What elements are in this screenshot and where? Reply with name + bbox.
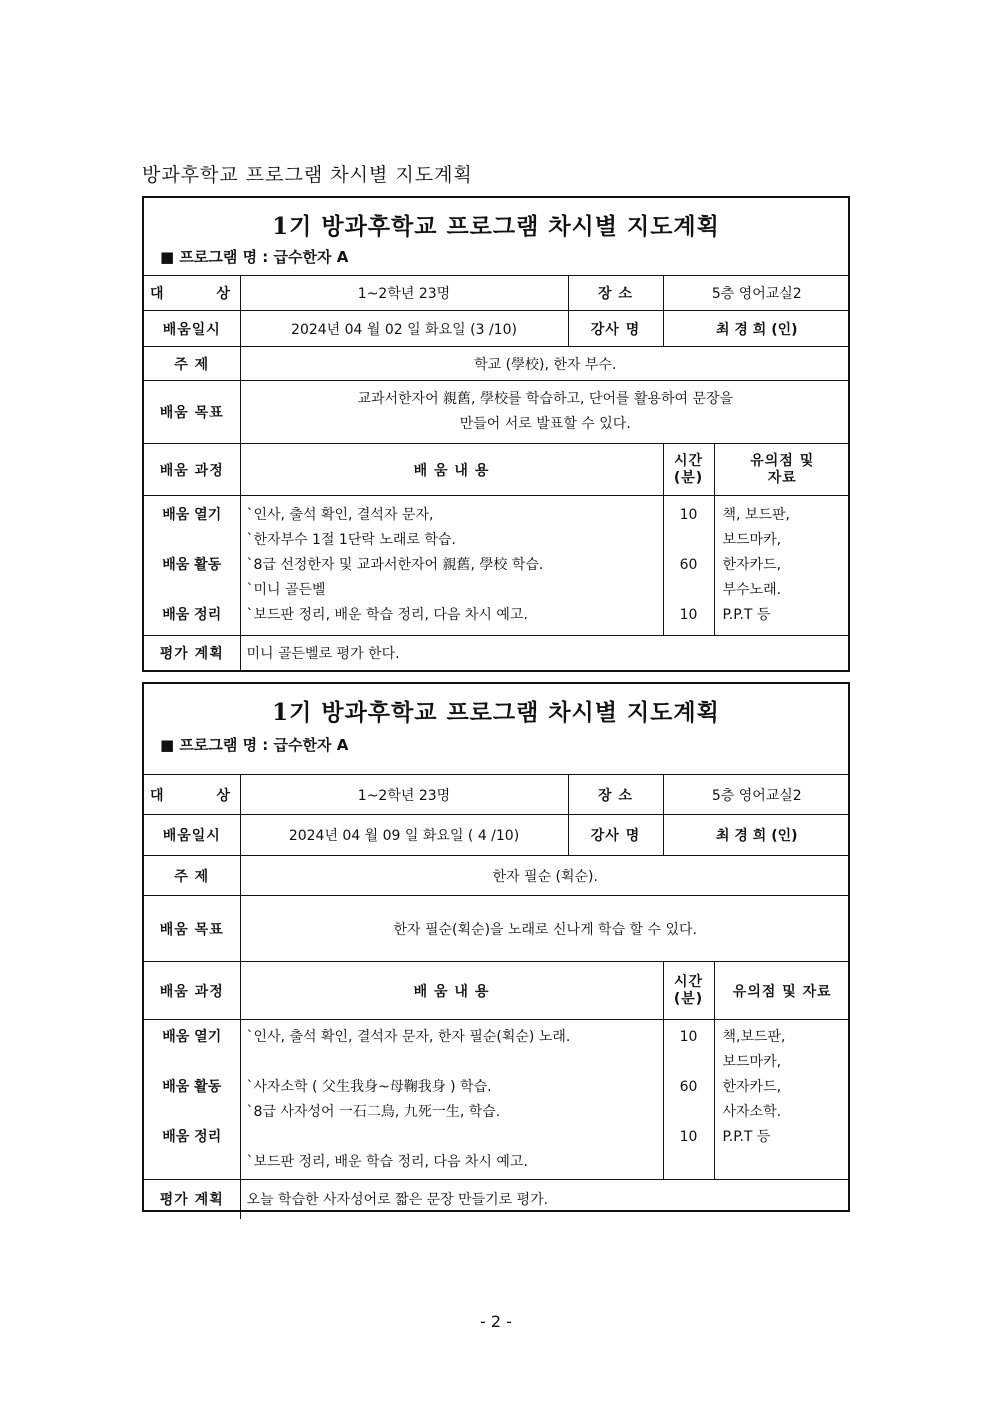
goal-value (240, 381, 850, 444)
time-value: 10 (679, 1128, 698, 1145)
place-value: 5층 영어교실2 (663, 276, 850, 311)
material-line: P.P.T 등 (722, 607, 771, 623)
date-value: 2024년 04 월 02 일 화요일 (3 /10) (240, 311, 568, 347)
material-line: 책,보드판, (722, 1028, 786, 1045)
content-line: `보드판 정리, 배운 학습 정리, 다음 차시 예고. (246, 1153, 528, 1170)
time-label: 시간 (분) (663, 962, 714, 1020)
material-line: P.P.T 등 (722, 1128, 771, 1145)
content-line: `인사, 출석 확인, 결석자 문자, 한자 필순(획순) 노래. (246, 1028, 571, 1045)
time-value: 10 (679, 507, 698, 523)
time-column (663, 1020, 714, 1180)
content-line: `인사, 출석 확인, 결석자 문자, (246, 507, 434, 523)
material-line: 보드마카, (722, 532, 782, 548)
date-label: 배움일시 (144, 311, 240, 347)
eval-value: 오늘 학습한 사자성어로 짧은 문장 만들기로 평가. (240, 1180, 850, 1219)
stage-close: 배움 정리 (162, 1128, 222, 1145)
eval-value: 미니 골든벨로 평가 한다. (240, 636, 850, 670)
target-label: 대 상 (144, 276, 240, 311)
process-label: 배움 과정 (144, 962, 240, 1020)
content-line: `8급 선정한자 및 교과서한자어 親舊, 學校 학습. (246, 557, 544, 573)
time-value: 10 (679, 1028, 698, 1045)
material-line: 부수노래. (722, 582, 782, 598)
target-value: 1~2학년 23명 (240, 775, 568, 815)
eval-label: 평가 계획 (144, 636, 240, 670)
plan-title: 1기 방과후학교 프로그램 차시별 지도계획 (272, 213, 720, 240)
goal-line: 교과서한자어 親舊, 學校를 학습하고, 단어를 활용하여 문장을 (357, 391, 734, 407)
content-label: 배 움 내 용 (240, 444, 663, 496)
program-name: ■ 프로그램 명 : 급수한자 A (160, 736, 349, 754)
stage-activity: 배움 활동 (162, 557, 222, 573)
topic-value: 학교 (學校), 한자 부수. (240, 347, 850, 381)
teacher-value: 최 경 희 (인) (663, 815, 850, 856)
time-column (663, 496, 714, 636)
goal-label: 배움 목표 (144, 381, 240, 444)
stage-column (144, 1020, 240, 1180)
material-line: 한자카드, (722, 557, 782, 573)
notes-label: 유의점 및 자료 (714, 962, 850, 1020)
content-line: `보드판 정리, 배운 학습 정리, 다음 차시 예고. (246, 607, 528, 623)
teacher-label: 강사 명 (568, 311, 663, 347)
time-value: 10 (679, 607, 698, 623)
page-number: - 2 - (480, 1312, 512, 1331)
lesson-plan-1 (142, 196, 850, 672)
content-line: `8급 사자성어 一石二鳥, 九死一生, 학습. (246, 1103, 501, 1120)
process-label: 배움 과정 (144, 444, 240, 496)
program-name: ■ 프로그램 명 : 급수한자 A (160, 248, 349, 266)
content-column (240, 496, 663, 636)
content-line: `미니 골든벨 (246, 582, 326, 598)
topic-label: 주 제 (144, 856, 240, 896)
lesson-plan-2 (142, 682, 850, 1212)
stage-open: 배움 열기 (162, 1028, 222, 1045)
topic-value: 한자 필순 (획순). (240, 856, 850, 896)
content-line: `한자부수 1절 1단락 노래로 학습. (246, 532, 456, 548)
document-heading: 방과후학교 프로그램 차시별 지도계획 (142, 164, 473, 186)
place-value: 5층 영어교실2 (663, 775, 850, 815)
topic-label: 주 제 (144, 347, 240, 381)
stage-activity: 배움 활동 (162, 1078, 222, 1095)
place-label: 장 소 (568, 775, 663, 815)
goal-label: 배움 목표 (144, 896, 240, 962)
teacher-value: 최 경 희 (인) (663, 311, 850, 347)
content-label: 배 움 내 용 (240, 962, 663, 1020)
target-label: 대 상 (144, 775, 240, 815)
time-value: 60 (679, 557, 698, 573)
time-value: 60 (679, 1078, 698, 1095)
material-line: 보드마카, (722, 1053, 782, 1070)
content-column (240, 1020, 663, 1180)
date-label: 배움일시 (144, 815, 240, 856)
eval-label: 평가 계획 (144, 1180, 240, 1219)
plan-table (144, 774, 850, 1219)
date-value: 2024년 04 월 09 일 화요일 ( 4 /10) (240, 815, 568, 856)
goal-value: 한자 필순(획순)을 노래로 신나게 학습 할 수 있다. (240, 896, 850, 962)
plan-table (144, 275, 850, 670)
stage-open: 배움 열기 (162, 507, 222, 523)
plan-title: 1기 방과후학교 프로그램 차시별 지도계획 (272, 699, 720, 726)
material-line: 한자카드, (722, 1078, 782, 1095)
material-line: 사자소학. (722, 1103, 782, 1120)
stage-close: 배움 정리 (162, 607, 222, 623)
materials-column (714, 496, 850, 636)
place-label: 장 소 (568, 276, 663, 311)
stage-column (144, 496, 240, 636)
notes-label: 유의점 및 자료 (714, 444, 850, 496)
content-line: `사자소학 ( 父生我身~母鞠我身 ) 학습. (246, 1078, 492, 1095)
time-label: 시간 (분) (663, 444, 714, 496)
teacher-label: 강사 명 (568, 815, 663, 856)
material-line: 책, 보드판, (722, 507, 790, 523)
target-value: 1~2학년 23명 (240, 276, 568, 311)
materials-column (714, 1020, 850, 1180)
goal-line: 만들어 서로 발표할 수 있다. (459, 416, 631, 432)
